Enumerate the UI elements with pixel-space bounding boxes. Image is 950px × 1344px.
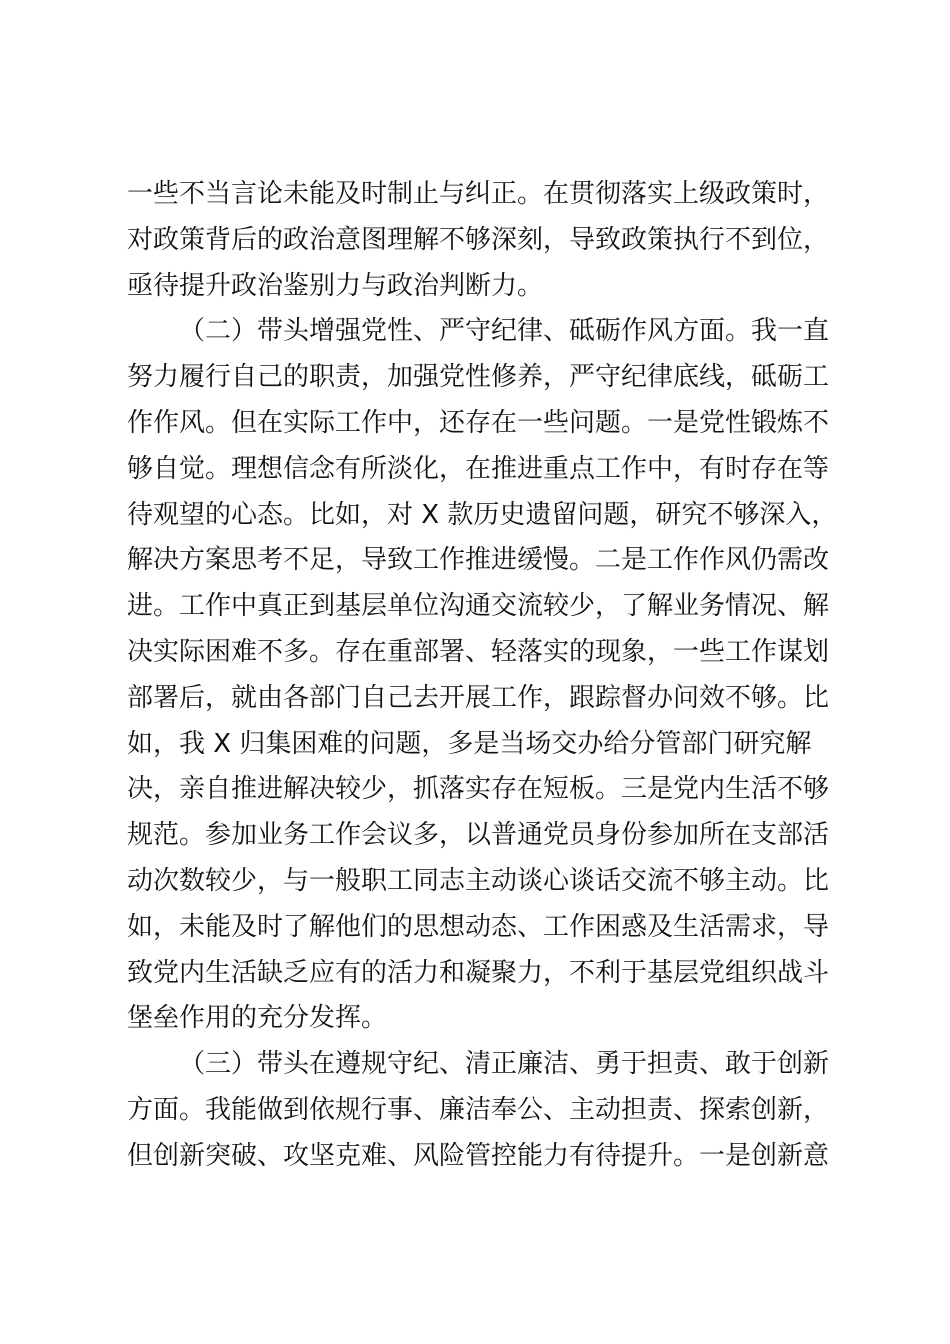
text-line: 进。工作中真正到基层单位沟通交流较少，了解业务情况、解 bbox=[127, 591, 830, 622]
paragraph-2 bbox=[127, 309, 838, 1042]
text-line: 部署后，就由各部门自己去开展工作，跟踪督办问效不够。比 bbox=[127, 682, 830, 713]
text-line: 如，我 X 归集困难的问题，多是当场交办给分管部门研究解 bbox=[127, 728, 812, 759]
text-line: 但创新突破、攻坚克难、风险管控能力有待提升。一是创新意 bbox=[127, 1140, 830, 1171]
text-line: 作作风。但在实际工作中，还存在一些问题。一是党性锻炼不 bbox=[127, 407, 830, 438]
text-line: 如，未能及时了解他们的思想动态、工作困惑及生活需求，导 bbox=[127, 911, 830, 942]
text-line: 努力履行自己的职责，加强党性修养，严守纪律底线，砥砺工 bbox=[127, 362, 830, 393]
text-line: 一些不当言论未能及时制止与纠正。在贯彻落实上级政策时， bbox=[127, 179, 830, 209]
body-text bbox=[127, 172, 838, 1180]
paragraph-3 bbox=[127, 1042, 830, 1179]
text-line: 规范。参加业务工作会议多，以普通党员身份参加所在支部活 bbox=[127, 820, 830, 851]
text-line: （三）带头在遵规守纪、清正廉洁、勇于担责、敢于创新 bbox=[179, 1049, 830, 1080]
text-line: 解决方案思考不足，导致工作推进缓慢。二是工作作风仍需改 bbox=[127, 545, 830, 576]
paragraph-1 bbox=[127, 172, 830, 309]
text-line: 决实际困难不多。存在重部署、轻落实的现象，一些工作谋划 bbox=[127, 636, 830, 667]
text-line: 动次数较少，与一般职工同志主动谈心谈话交流不够主动。比 bbox=[127, 865, 830, 896]
text-line: 待观望的心态。比如，对 X 款历史遗留问题，研究不够深入， bbox=[127, 499, 838, 530]
text-line: 对政策背后的政治意图理解不够深刻，导致政策执行不到位， bbox=[127, 224, 830, 255]
text-line: 方面。我能做到依规行事、廉洁奉公、主动担责、探索创新， bbox=[127, 1094, 830, 1125]
text-line: 致党内生活缺乏应有的活力和凝聚力，不利于基层党组织战斗 bbox=[127, 957, 830, 988]
text-line: 亟待提升政治鉴别力与政治判断力。 bbox=[127, 270, 544, 301]
text-line: 决，亲自推进解决较少，抓落实存在短板。三是党内生活不够 bbox=[127, 774, 830, 805]
text-line: 堡垒作用的充分发挥。 bbox=[127, 1003, 388, 1034]
text-line: （二）带头增强党性、严守纪律、砥砺作风方面。我一直 bbox=[179, 316, 830, 347]
text-line: 够自觉。理想信念有所淡化，在推进重点工作中，有时存在等 bbox=[127, 453, 830, 484]
